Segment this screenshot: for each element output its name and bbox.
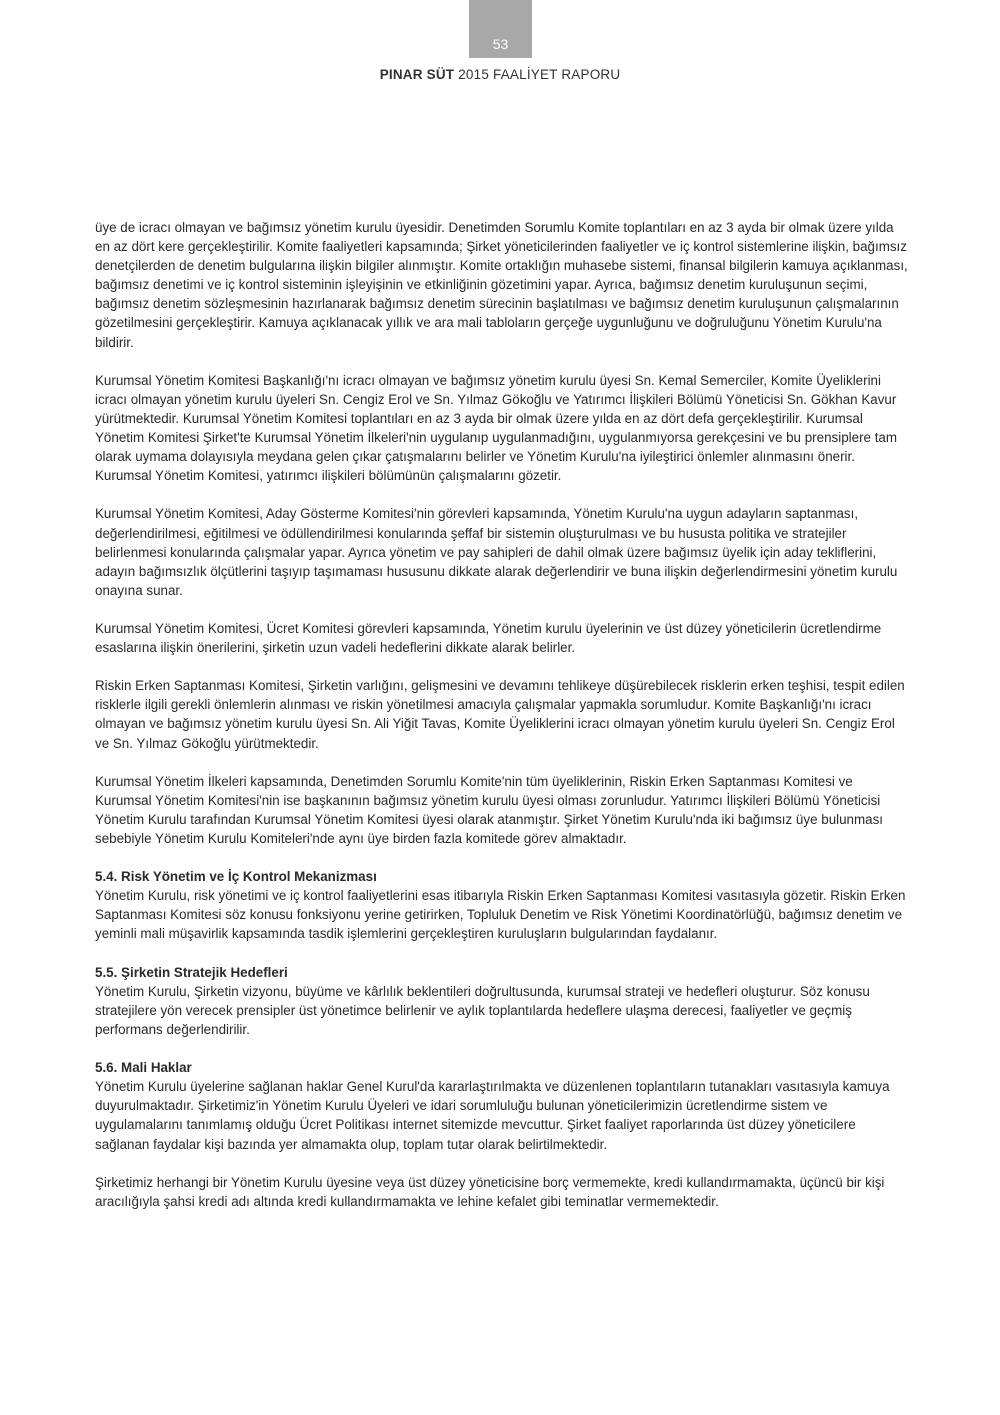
page-number: 53 [492,36,509,52]
section-heading: 5.4. Risk Yönetim ve İç Kontrol Mekanizması [95,869,377,885]
section-strategic-goals [95,963,910,1039]
report-header [0,67,1000,82]
paragraph: Yönetim Kurulu, risk yönetimi ve iç kontrol faaliyetlerini esas itibarıyla Riskin Erken Saptanması Komitesi vasıtasıyla gözetir. Riskin Erken Saptanması Komitesi söz konusu fonksiyonu yerine getirirken, Topluluk Denetim ve Risk Yönetimi Koordinatörlüğü, bağımsız denetim ve yeminli mali müşavirlik kapsamında tasdik işlemlerini gerçekleştiren kuruluşların bulgularından faydalanır. [95,888,906,942]
document-body [95,218,910,1230]
paragraph: Kurumsal Yönetim İlkeleri kapsamında, Denetimden Sorumlu Komite'nin tüm üyeliklerinin, Riskin Erken Saptanması Komitesi ve Kurumsal Yönetim Komitesi'nin ise başkanının bağımsız yönetim kurulu üyesi olması zorunludur. Yatırımcı İlişkileri Bölümü Yöneticisi Yönetim Kurulu tarafından Kurumsal Yönetim Komitesi üyesi olarak atanmıştır. Şirket Yönetim Kurulu'nda iki bağımsız üye bulunması sebebiyle Yönetim Kurulu Komiteleri'nde aynı üye birden fazla komitede görev almaktadır. [95,773,884,846]
section-heading: 5.5. Şirketin Stratejik Hedefleri [95,964,288,980]
paragraph: Yönetim Kurulu, Şirketin vizyonu, büyüme ve kârlılık beklentileri doğrultusunda, kurumsal strateji ve hedefleri oluşturur. Söz konusu stratejilere yön verecek prensipler üst yönetimce belirlenir ve aylık toplantılarda hedeflere ulaşma derecesi, faaliyetler ve geçmiş performans değerlendirilir. [95,983,870,1037]
paragraph: Şirketimiz herhangi bir Yönetim Kurulu üyesine veya üst düzey yöneticisine borç vermemekte, kredi kullandırmamakta, üçüncü bir kişi aracılığıyla şahsi kredi adı altında kredi kullandırmamakta ve lehine kefalet gibi teminatlar vermemektedir. [95,1174,885,1209]
section-risk-management [95,867,910,943]
paragraph: Kurumsal Yönetim Komitesi, Ücret Komitesi görevleri kapsamında, Yönetim kurulu üyelerinin ve üst düzey yöneticilerin ücretlendirme esaslarına ilişkin önerilerini, şirketin uzun vadeli hedeflerini dikkate alarak belirler. [95,620,882,656]
section-financial-rights [95,1058,910,1211]
page-number-tab [469,0,532,58]
paragraph: Kurumsal Yönetim Komitesi, Aday Gösterme Komitesi'nin görevleri kapsamında, Yönetim Kurulu'na uygun adayların saptanması, değerlendirilmesi, eğitilmesi ve ödüllendirilmesi konularında şeffaf bir sistemin oluşturulması ve bu hususta politika ve stratejiler belirlenmesi konularında çalışmalar yapar. Ayrıca yönetim ve pay sahipleri de dahil olmak üzere bağımsız üyelik için aday tekliflerini, adayın bağımsızlık ölçütlerini taşıyıp taşımaması hususunu dikkate alarak değerlendirir ve buna ilişkin değerlendirmesini yönetim kurulu onayına sunar. [95,506,898,598]
paragraph: üye de icracı olmayan ve bağımsız yönetim kurulu üyesidir. Denetimden Sorumlu Komite toplantıları en az 3 ayda bir olmak üzere yılda en az dört kere gerçekleştirilir. Komite faaliyetleri kapsamında; Şirket yöneticilerinden faaliyetler ve iç kontrol sistemlerine ilişkin, bağımsız denetçilerden de denetim bulgularına ilişkin bilgiler alınmıştır. Komite ortaklığın muhasebe sistemi, finansal bilgilerin kamuya açıklanması, bağımsız denetimi ve iç kontrol sisteminin işleyişinin ve etkinliğinin gözetimini yapar. Ayrıca, bağımsız denetim kuruluşunun seçimi, bağımsız denetim sözleşmesinin hazırlanarak bağımsız denetim sürecinin başlatılması ve bağımsız denetim kuruluşunun çalışmalarının gözetilmesini gerçekleştirir. Kamuya açıklanacak yıllık ve ara mali tabloların gerçeğe uygunluğunu ve doğruluğunu Yönetim Kurulu'na bildirir. [95,220,908,350]
paragraph: Kurumsal Yönetim Komitesi Başkanlığı'nı icracı olmayan ve bağımsız yönetim kurulu üyesi Sn. Kemal Semerciler, Komite Üyeliklerini icracı olmayan yönetim kurulu üyeleri Sn. Cengiz Erol ve Sn. Yılmaz Gökoğlu ve Yatırımcı İlişkileri Bölümü Yöneticisi Sn. Gökhan Kavur yürütmektedir. Kurumsal Yönetim Komitesi toplantıları en az 3 ayda bir olmak üzere yılda en az dört defa gerçekleştirilir. Kurumsal Yönetim Komitesi Şirket'te Kurumsal Yönetim İlkeleri'nin uygulanıp uygulanmadığını, uygulanmıyorsa gerekçesini ve bu prensiplere tam olarak uymama dolayısıyla meydana gelen çıkar çatışmalarını belirler ve Yönetim Kurulu'na iyileştirici önlemler alınmasını önerir. Kurumsal Yönetim Komitesi, yatırımcı ilişkileri bölümünün çalışmalarını gözetir. [95,372,898,484]
section-heading: 5.6. Mali Haklar [95,1060,192,1076]
paragraph: Riskin Erken Saptanması Komitesi, Şirketin varlığını, gelişmesini ve devamını tehlikeye düşürebilecek risklerin erken teşhisi, tespit edilen risklerle ilgili gerekli önlemlerin alınması ve riskin yönetilmesi amacıyla çalışmalar yapmakla sorumludur. Komite Başkanlığı'nı icracı olmayan ve bağımsız yönetim kurulu üyesi Sn. Ali Yiğit Tavas, Komite Üyeliklerini icracı olmayan yönetim kurulu üyeleri Sn. Cengiz Erol ve Sn. Yılmaz Gökoğlu yürütmektedir. [95,678,905,751]
brand-name: PINAR SÜT [379,67,455,82]
report-title: 2015 FAALİYET RAPORU [458,67,621,82]
paragraph: Yönetim Kurulu üyelerine sağlanan haklar Genel Kurul'da kararlaştırılmakta ve düzenlenen toplantıların tutanakları vasıtasıyla kamuya duyurulmaktadır. Şirketimiz'in Yönetim Kurulu Üyeleri ve idari sorumluluğu bulunan yöneticilerimizin ücretlendirme sistem ve uygulamalarını tanımlamış olduğu Ücret Politikası internet sitemizde mevcuttur. Şirket faaliyet raporlarında üst düzey yöneticilere sağlanan faydalar kişi bazında yer almamakta olup, toplam tutar olarak belirtilmektedir. [95,1079,890,1152]
